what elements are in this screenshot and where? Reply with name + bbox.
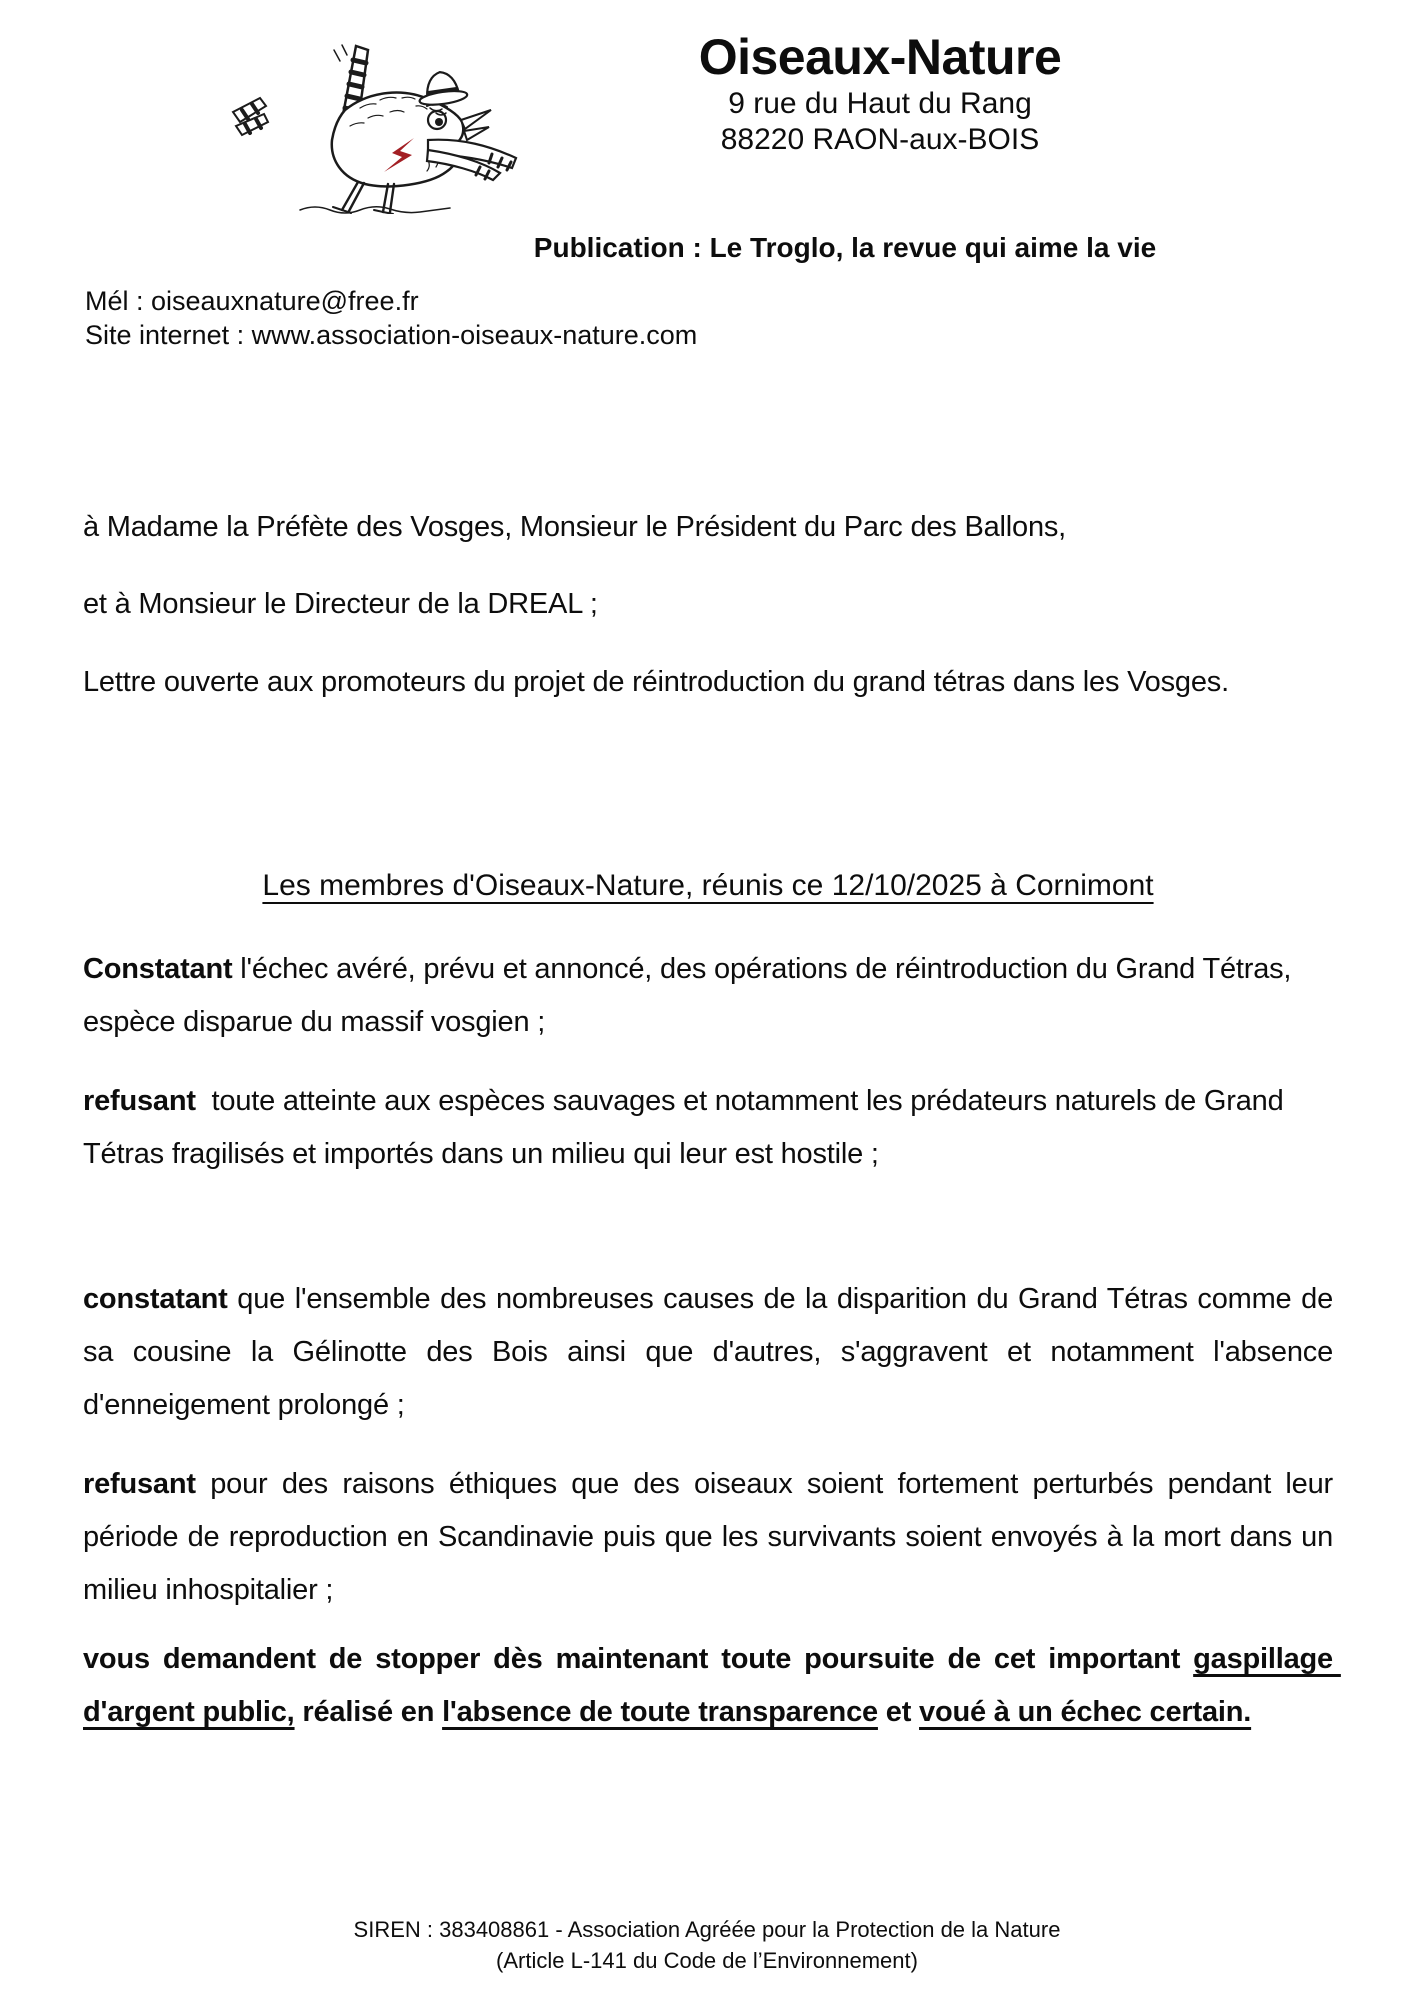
- publication-line: Publication : Le Troglo, la revue qui aime la vie: [533, 232, 1157, 263]
- statement-text: pour des raisons éthiques que des oiseaux soient fortement perturbés pendant leur période de reproduction en Scandinavie puis que les survivants soient envoyés à la mort dans un milieu inhospitalier ;: [83, 1468, 1341, 1606]
- org-address-line2: 88220 RAON-aux-BOIS: [720, 123, 1040, 156]
- statement-text: que l'ensemble des nombreuses causes de la disparition du Grand Tétras comme de sa cousine la Gélinotte des Bois ainsi que d'autres, s'aggravent et notamment l'absence d'enneigement prolongé ;: [83, 1283, 1341, 1421]
- contact-block: [85, 284, 697, 352]
- demand-paragraph: [83, 1633, 1341, 1739]
- statement-lead: refusant: [83, 1085, 196, 1117]
- statement-lead: constatant: [83, 1283, 228, 1315]
- demand-segment: vous demandent de stopper dès maintenant toute poursuite de cet important: [83, 1643, 1194, 1675]
- demand-segment-underlined: gaspillage d'argent public,: [83, 1643, 1341, 1728]
- statement-refusant-1: [83, 1075, 1333, 1181]
- website-line: Site internet : www.association-oiseaux-nature.com: [85, 320, 698, 350]
- org-address-line1: 9 rue du Haut du Rang: [728, 87, 1032, 120]
- demand-segment-underlined: l'absence de toute transparence: [442, 1696, 878, 1728]
- demand-segment: réalisé en: [294, 1696, 443, 1728]
- statement-text: l'échec avéré, prévu et annoncé, des opérations de réintroduction du Grand Tétras, espèce disparue du massif vosgien ;: [83, 953, 1300, 1038]
- statement-constatant-2: [83, 1273, 1341, 1432]
- meeting-heading: Les membres d'Oiseaux-Nature, réunis ce 12/10/2025 à Cornimont: [262, 869, 1154, 902]
- org-block: [620, 28, 1140, 158]
- statement-constatant-1: [83, 943, 1333, 1049]
- statement-refusant-2: [83, 1458, 1341, 1617]
- subject-line: Lettre ouverte aux promoteurs du projet de réintroduction du grand tétras dans les Vosges.: [83, 666, 1229, 698]
- logo-bird-icon: [230, 42, 530, 214]
- demand-segment-underlined: voué à un échec certain.: [919, 1696, 1252, 1728]
- footer-article-line: (Article L-141 du Code de l’Environnement): [496, 1948, 918, 1973]
- demand-segment: et: [877, 1696, 920, 1728]
- footer-block: [0, 1914, 1414, 1976]
- statement-lead: refusant: [83, 1468, 196, 1500]
- email-line: Mél : oiseauxnature@free.fr: [85, 286, 419, 316]
- statement-lead: Constatant: [83, 953, 233, 985]
- footer-siren-line: SIREN : 383408861 - Association Agréée pour la Protection de la Nature: [353, 1917, 1061, 1942]
- org-name: Oiseaux-Nature: [698, 29, 1062, 85]
- recipient-line-2: et à Monsieur le Directeur de la DREAL ;: [83, 588, 598, 620]
- recipient-line-1: à Madame la Préfète des Vosges, Monsieur le Président du Parc des Ballons,: [83, 511, 1067, 543]
- statement-text: toute atteinte aux espèces sauvages et notamment les prédateurs naturels de Grand Tétras fragilisés et importés dans un milieu qui leur est hostile ;: [83, 1085, 1291, 1170]
